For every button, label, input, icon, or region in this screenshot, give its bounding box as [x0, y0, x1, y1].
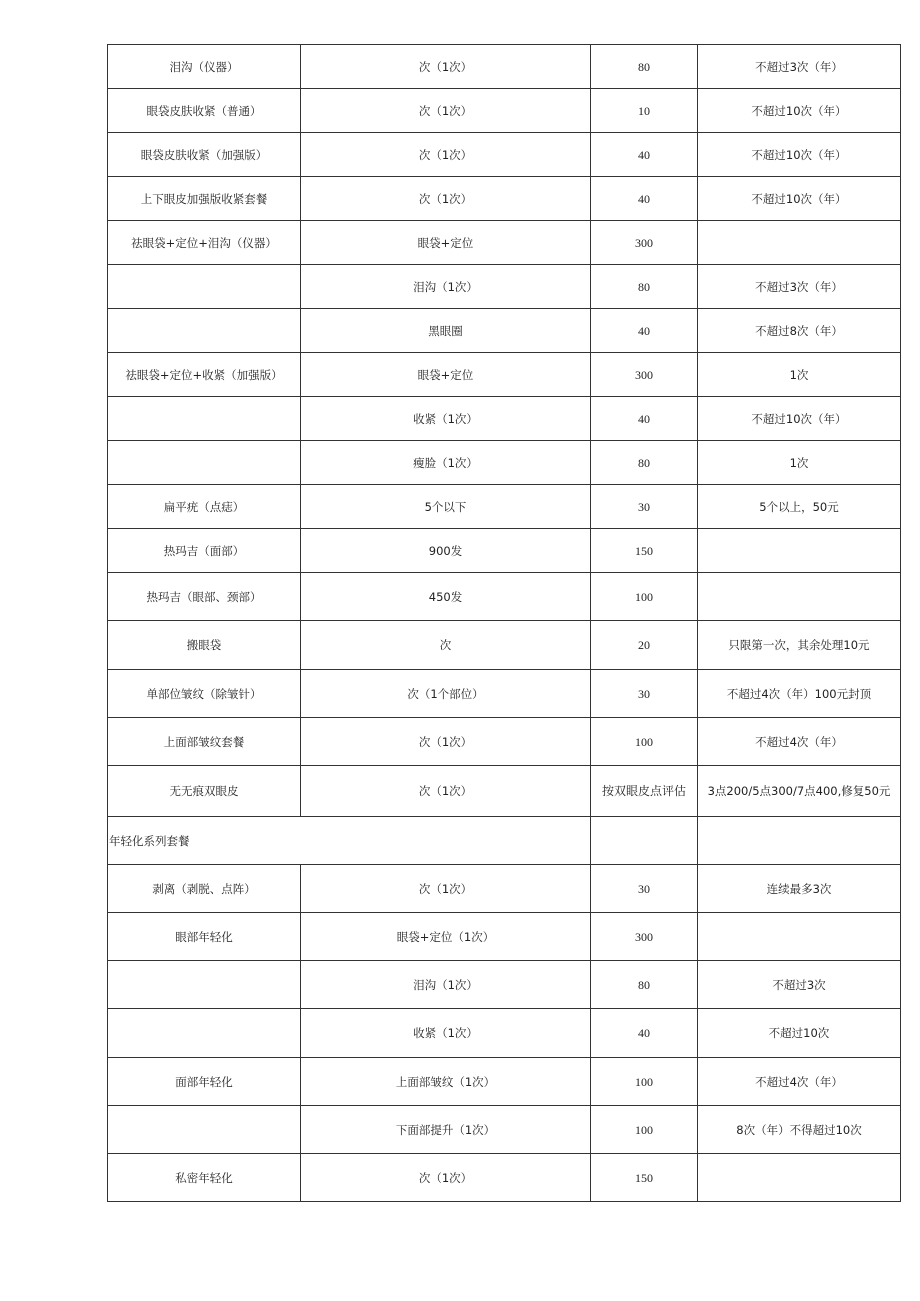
table-row	[108, 441, 901, 485]
item-name-cell: 祛眼袋+定位+泪沟（仪器）	[108, 221, 301, 265]
table-row	[108, 1009, 901, 1058]
price-cell: 100	[591, 1106, 698, 1154]
item-name-cell: 上下眼皮加强版收紧套餐	[108, 177, 301, 221]
item-name-cell: 私密年轻化	[108, 1154, 301, 1202]
table-row	[108, 265, 901, 309]
note-cell: 1次	[698, 353, 901, 397]
unit-cell: 次（1次）	[301, 45, 591, 89]
note-cell: 不超过10次（年）	[698, 89, 901, 133]
table-row	[108, 718, 901, 766]
note-cell	[698, 817, 901, 865]
unit-cell: 450发	[301, 573, 591, 621]
item-name-cell: 热玛吉（面部）	[108, 529, 301, 573]
table-row	[108, 353, 901, 397]
price-cell: 按双眼皮点评估	[591, 766, 698, 817]
price-cell: 150	[591, 1154, 698, 1202]
item-name-cell: 扁平疣（点痣）	[108, 485, 301, 529]
price-cell: 80	[591, 45, 698, 89]
table-row	[108, 397, 901, 441]
note-cell: 连续最多3次	[698, 865, 901, 913]
price-cell: 100	[591, 1058, 698, 1106]
price-cell: 80	[591, 961, 698, 1009]
note-cell: 5个以上，50元	[698, 485, 901, 529]
note-cell: 不超过3次（年）	[698, 45, 901, 89]
price-cell: 40	[591, 397, 698, 441]
note-cell: 不超过10次（年）	[698, 133, 901, 177]
note-cell: 8次（年）不得超过10次	[698, 1106, 901, 1154]
table-row	[108, 913, 901, 961]
item-name-cell	[108, 441, 301, 485]
item-name-cell: 眼袋皮肤收紧（普通）	[108, 89, 301, 133]
unit-cell: 上面部皱纹（1次）	[301, 1058, 591, 1106]
note-cell: 不超过4次（年）	[698, 718, 901, 766]
item-name-cell	[108, 397, 301, 441]
table-row	[108, 573, 901, 621]
note-cell: 不超过10次（年）	[698, 177, 901, 221]
note-cell: 不超过3次（年）	[698, 265, 901, 309]
unit-cell: 次（1次）	[301, 766, 591, 817]
price-cell: 300	[591, 221, 698, 265]
item-name-cell: 搬眼袋	[108, 621, 301, 670]
unit-cell: 下面部提升（1次）	[301, 1106, 591, 1154]
price-cell: 20	[591, 621, 698, 670]
table-row	[108, 309, 901, 353]
unit-cell: 黑眼圈	[301, 309, 591, 353]
price-cell: 100	[591, 718, 698, 766]
table-row	[108, 1154, 901, 1202]
unit-cell: 瘦脸（1次）	[301, 441, 591, 485]
note-cell: 不超过4次（年）100元封顶	[698, 670, 901, 718]
item-name-cell: 无无痕双眼皮	[108, 766, 301, 817]
price-cell: 80	[591, 441, 698, 485]
price-cell: 40	[591, 1009, 698, 1058]
unit-cell: 次（1次）	[301, 133, 591, 177]
price-cell: 30	[591, 865, 698, 913]
note-cell: 1次	[698, 441, 901, 485]
price-cell: 40	[591, 177, 698, 221]
price-table	[107, 44, 901, 1202]
unit-cell: 收紧（1次）	[301, 1009, 591, 1058]
note-cell: 只限第一次，其余处理10元	[698, 621, 901, 670]
table-row	[108, 865, 901, 913]
price-cell: 80	[591, 265, 698, 309]
note-cell: 不超过8次（年）	[698, 309, 901, 353]
note-cell: 不超过10次	[698, 1009, 901, 1058]
item-name-cell: 单部位皱纹（除皱针）	[108, 670, 301, 718]
note-cell	[698, 529, 901, 573]
unit-cell: 次	[301, 621, 591, 670]
table-row	[108, 45, 901, 89]
price-cell: 40	[591, 309, 698, 353]
unit-cell: 次（1次）	[301, 718, 591, 766]
unit-cell: 5个以下	[301, 485, 591, 529]
price-cell: 10	[591, 89, 698, 133]
note-cell	[698, 573, 901, 621]
price-cell: 30	[591, 485, 698, 529]
table-row	[108, 670, 901, 718]
unit-cell: 眼袋+定位（1次）	[301, 913, 591, 961]
item-name-cell: 上面部皱纹套餐	[108, 718, 301, 766]
table-row	[108, 621, 901, 670]
note-cell: 不超过3次	[698, 961, 901, 1009]
table-row	[108, 177, 901, 221]
table-row	[108, 221, 901, 265]
unit-cell: 次（1次）	[301, 89, 591, 133]
unit-cell: 泪沟（1次）	[301, 961, 591, 1009]
price-cell: 300	[591, 353, 698, 397]
section-title: 年轻化系列套餐	[108, 817, 591, 865]
item-name-cell	[108, 1106, 301, 1154]
note-cell	[698, 1154, 901, 1202]
table-row	[108, 133, 901, 177]
unit-cell: 次（1次）	[301, 177, 591, 221]
price-cell: 40	[591, 133, 698, 177]
unit-cell: 次（1次）	[301, 865, 591, 913]
note-cell: 不超过4次（年）	[698, 1058, 901, 1106]
price-cell	[591, 817, 698, 865]
item-name-cell: 祛眼袋+定位+收紧（加强版）	[108, 353, 301, 397]
unit-cell: 眼袋+定位	[301, 353, 591, 397]
table-body	[108, 45, 901, 1202]
table-row	[108, 817, 901, 865]
table-row	[108, 485, 901, 529]
item-name-cell	[108, 265, 301, 309]
table-row	[108, 89, 901, 133]
item-name-cell: 眼部年轻化	[108, 913, 301, 961]
note-cell: 3点200/5点300/7点400,修复50元	[698, 766, 901, 817]
item-name-cell	[108, 1009, 301, 1058]
table-row	[108, 529, 901, 573]
item-name-cell: 热玛吉（眼部、颈部）	[108, 573, 301, 621]
unit-cell: 次（1次）	[301, 1154, 591, 1202]
item-name-cell	[108, 309, 301, 353]
note-cell	[698, 221, 901, 265]
price-cell: 150	[591, 529, 698, 573]
item-name-cell	[108, 961, 301, 1009]
table-row	[108, 766, 901, 817]
unit-cell: 次（1个部位）	[301, 670, 591, 718]
item-name-cell: 泪沟（仪器）	[108, 45, 301, 89]
item-name-cell: 眼袋皮肤收紧（加强版）	[108, 133, 301, 177]
table-row	[108, 961, 901, 1009]
note-cell	[698, 913, 901, 961]
unit-cell: 收紧（1次）	[301, 397, 591, 441]
price-cell: 30	[591, 670, 698, 718]
note-cell: 不超过10次（年）	[698, 397, 901, 441]
item-name-cell: 剥离（剥脱、点阵）	[108, 865, 301, 913]
table-row	[108, 1058, 901, 1106]
unit-cell: 900发	[301, 529, 591, 573]
unit-cell: 眼袋+定位	[301, 221, 591, 265]
item-name-cell: 面部年轻化	[108, 1058, 301, 1106]
table-row	[108, 1106, 901, 1154]
unit-cell: 泪沟（1次）	[301, 265, 591, 309]
price-cell: 300	[591, 913, 698, 961]
price-cell: 100	[591, 573, 698, 621]
